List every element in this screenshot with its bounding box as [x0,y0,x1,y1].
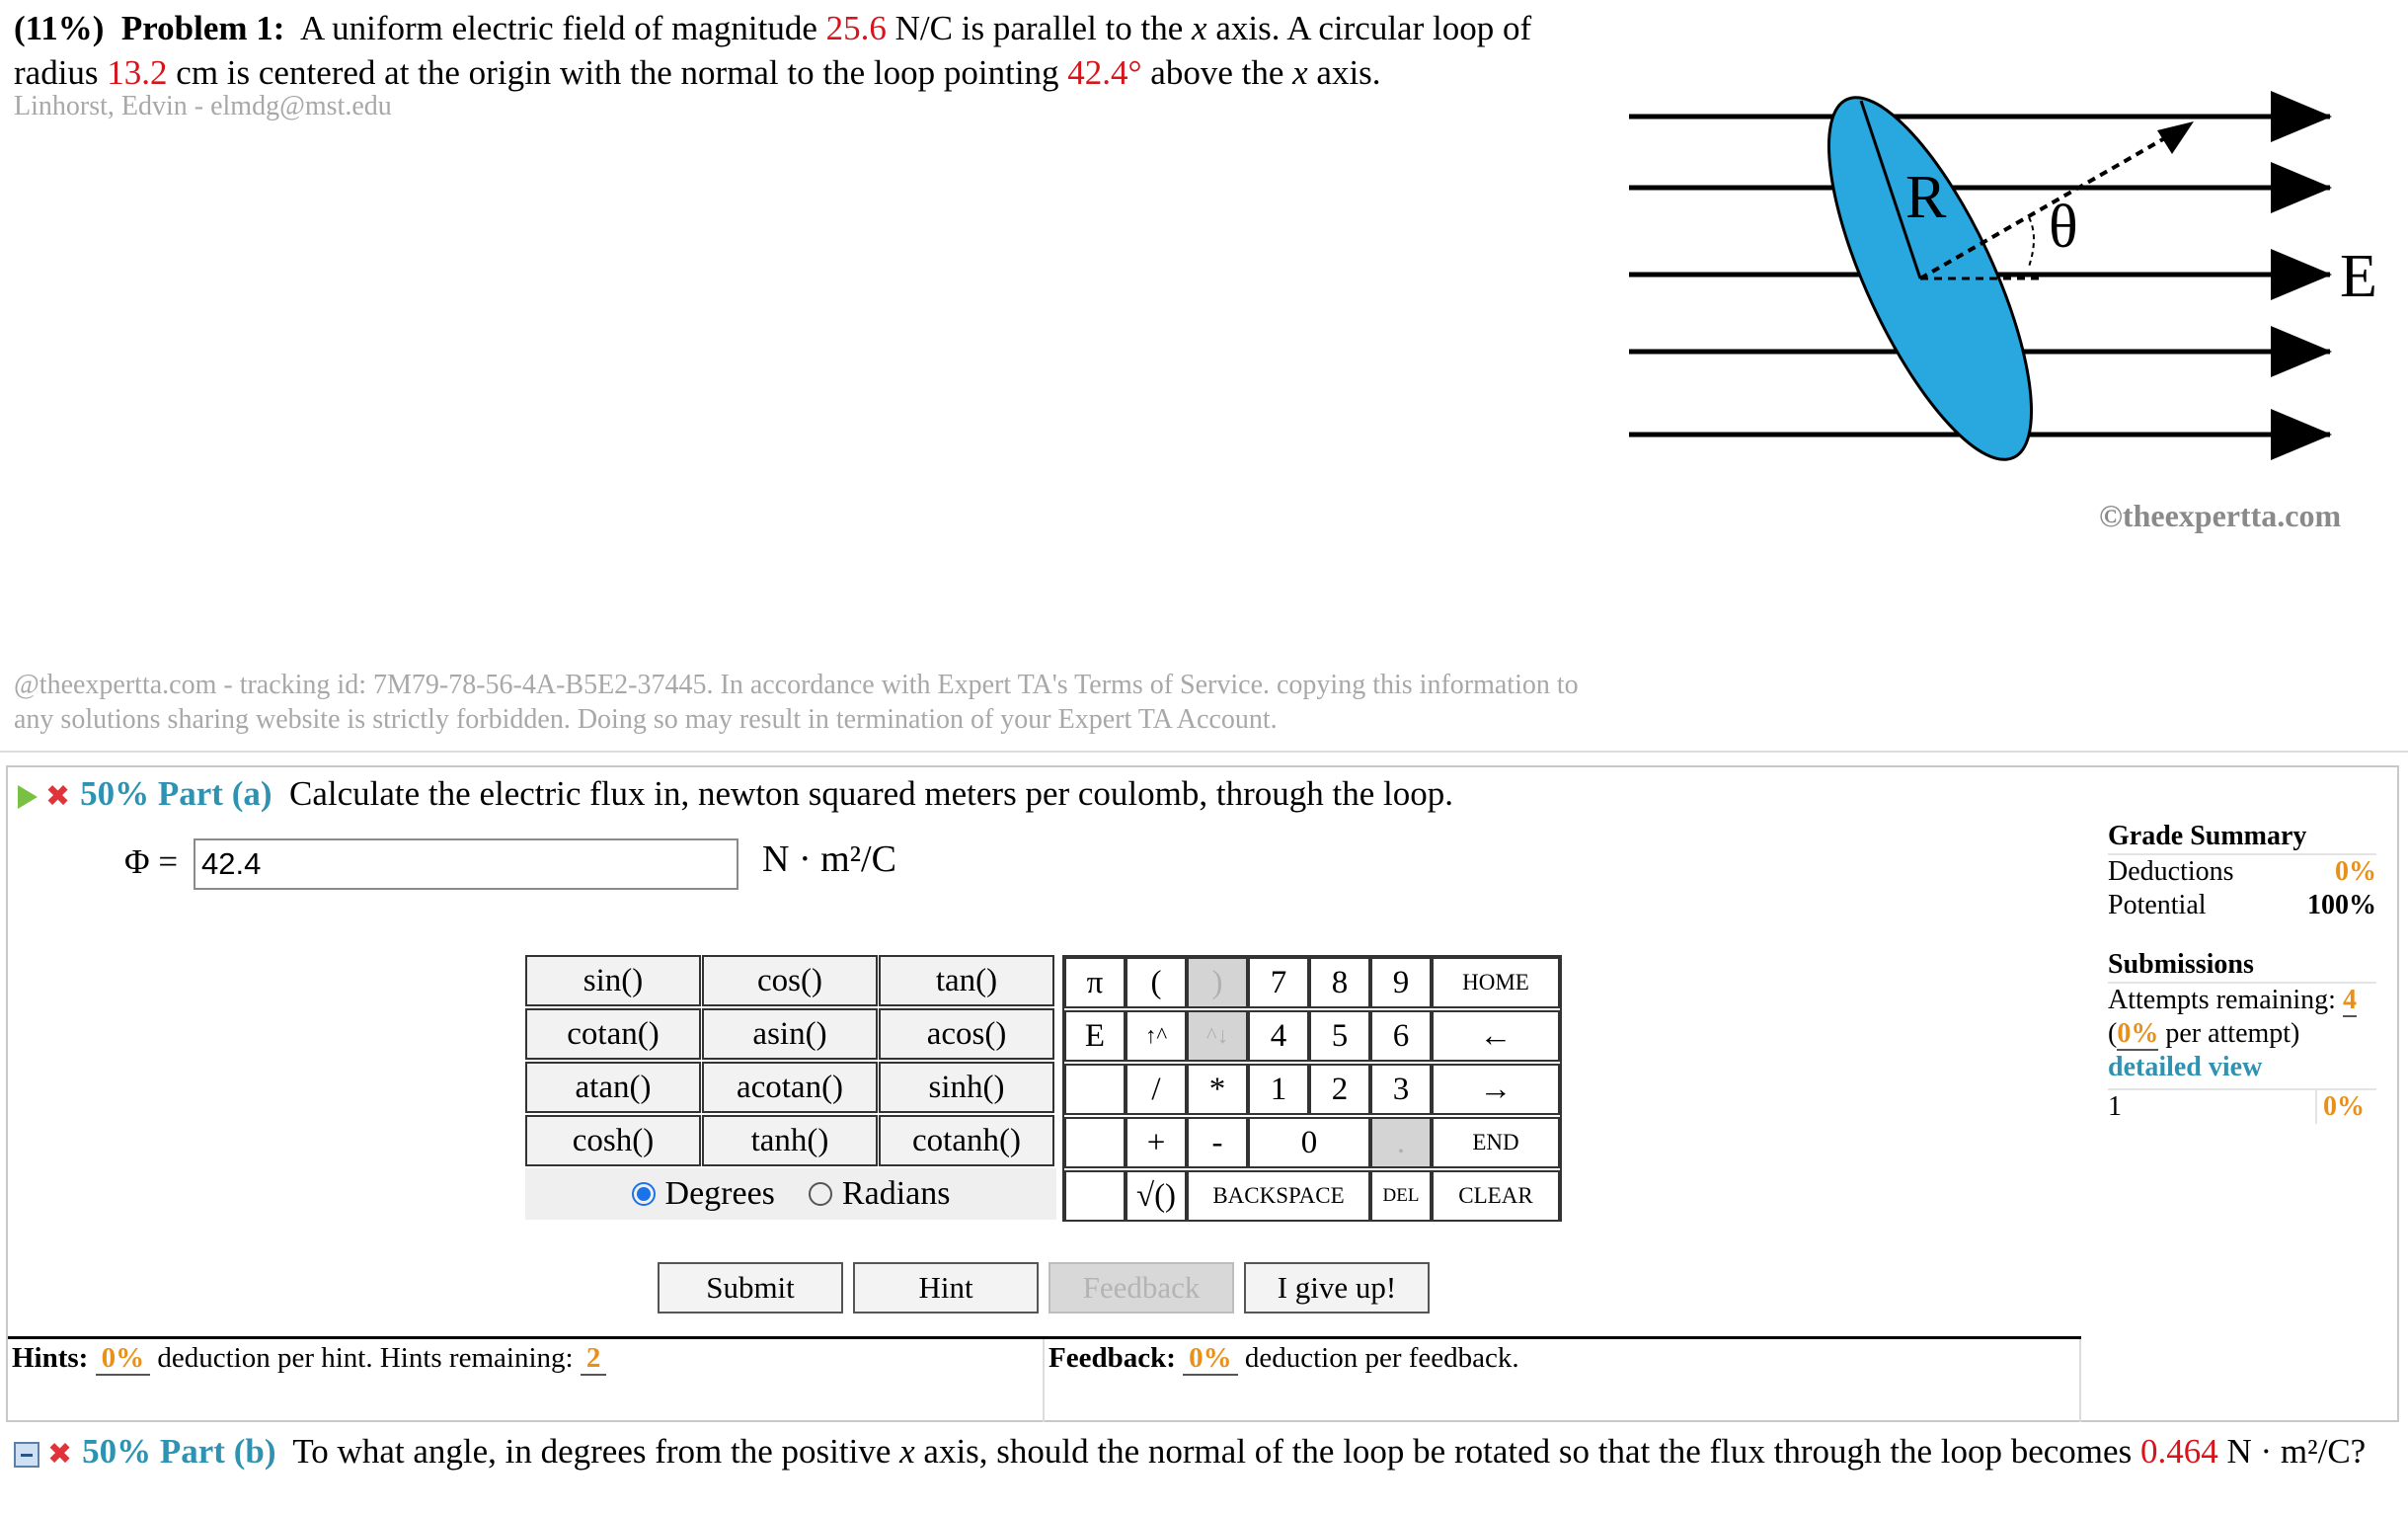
key-6[interactable]: 6 [1370,1010,1432,1062]
cursor-right-key[interactable]: → [1432,1064,1560,1115]
axis-variable: x [1192,9,1207,47]
key-9[interactable]: 9 [1370,957,1432,1008]
delete-key[interactable]: DEL [1370,1170,1432,1222]
clear-key[interactable]: CLEAR [1432,1170,1560,1222]
target-flux-units: N · m²/C? [2226,1432,2367,1471]
field-unit: N/C [894,9,954,47]
play-icon[interactable] [18,785,38,809]
part-a-header [18,772,1453,819]
key-2[interactable]: 2 [1309,1064,1370,1115]
hints-label: Hints: [12,1342,89,1374]
hints-text: deduction per hint. Hints remaining: [157,1342,574,1374]
key-7[interactable]: 7 [1248,957,1309,1008]
radians-radio[interactable] [809,1182,832,1206]
cosh-button[interactable]: cosh() [525,1115,701,1166]
problem-text: A uniform electric field of magnitude [300,9,817,47]
problem-weight: (11%) [14,9,105,47]
incorrect-icon: ✖ [45,778,71,814]
key-8[interactable]: 8 [1309,957,1370,1008]
answer-symbol: Φ = [124,842,179,881]
answer-units: N · m²/C [762,838,896,880]
problem-number: Problem 1: [120,9,285,47]
backspace-key[interactable]: BACKSPACE [1187,1170,1370,1222]
hints-info [12,1342,606,1375]
number-keypad [1062,955,1562,1222]
submit-button[interactable]: Submit [658,1262,843,1314]
blank-key [1064,1117,1126,1168]
grade-separator [2079,1339,2081,1422]
target-flux-value: 0.464 [2139,1432,2218,1471]
normal-arrowhead [2157,121,2194,154]
give-up-button[interactable]: I give up! [1244,1262,1430,1314]
sinh-button[interactable]: sinh() [879,1062,1054,1113]
hints-remaining: 2 [581,1342,607,1376]
attempts-label: Attempts remaining: [2108,985,2336,1015]
field-arrowheads [2271,91,2332,460]
deductions-label: Deductions [2108,856,2234,887]
blank-key [1064,1170,1126,1222]
axis-variable: x [899,1432,915,1471]
collapse-icon[interactable] [14,1442,39,1468]
tanh-button[interactable]: tanh() [702,1115,878,1166]
sin-button[interactable]: sin() [525,955,701,1006]
problem-statement [14,6,1593,95]
submission-row [2108,1088,2376,1124]
answer-input[interactable] [194,838,738,890]
problem-text: cm is centered at the origin with the normal to the loop pointing [176,53,1059,92]
acotan-button[interactable]: acotan() [702,1062,878,1113]
deductions-value: 0% [2335,856,2376,887]
feedback-deduction: 0% [1183,1342,1238,1376]
part-b-header [14,1430,2383,1476]
per-attempt-deduction: 0% [2117,1018,2159,1049]
key-5[interactable]: 5 [1309,1010,1370,1062]
section-divider [0,751,2408,753]
potential-value: 100% [2307,890,2376,920]
circular-loop [1789,73,2070,485]
key-3[interactable]: 3 [1370,1064,1432,1115]
part-b-question: To what angle, in degrees from the positive [292,1432,892,1471]
end-key[interactable]: END [1432,1117,1560,1168]
acos-button[interactable]: acos() [879,1008,1054,1060]
cotanh-button[interactable]: cotanh() [879,1115,1054,1166]
problem-text: above the [1150,53,1284,92]
sqrt-key[interactable]: √() [1126,1170,1187,1222]
cotan-button[interactable]: cotan() [525,1008,701,1060]
hint-deduction: 0% [96,1342,151,1376]
field-label: E [2340,243,2377,310]
tan-button[interactable]: tan() [879,955,1054,1006]
multiply-key[interactable]: * [1187,1064,1248,1115]
pi-key[interactable]: π [1064,957,1126,1008]
submissions-title: Submissions [2108,948,2376,984]
problem-text: is parallel to the [961,9,1184,47]
left-paren-key[interactable]: ( [1126,957,1187,1008]
copyright-label: ©theexpertta.com [2099,498,2342,533]
loop-field-figure [1619,59,2399,494]
grade-summary: Grade Summary Deductions 0% Potential 100% Submissions Attempts remaining: 4 (0% per attempt) detailed view 1 0% [2108,821,2376,1122]
down-key[interactable]: ^↓ [1187,1010,1248,1062]
author-line: Linhorst, Edvin - elmdg@mst.edu [14,91,392,121]
feedback-button[interactable]: Feedback [1049,1262,1234,1314]
angle-value: 42.4° [1067,53,1142,92]
feedback-label: Feedback: [1049,1342,1176,1374]
part-a-title: 50% Part (a) [80,774,272,813]
incorrect-icon: ✖ [47,1436,73,1472]
angle-mode-selector [525,1168,1056,1220]
axis-variable: x [1292,53,1308,92]
hint-button[interactable]: Hint [853,1262,1039,1314]
radius-value: 13.2 [107,53,168,92]
right-paren-key[interactable]: ) [1187,957,1248,1008]
radius-label: R [1905,164,1947,231]
feedback-separator [1043,1339,1045,1422]
cos-button[interactable]: cos() [702,955,878,1006]
theta-label: θ [2049,194,2078,261]
attempts-remaining: 4 [2342,985,2357,1015]
part-b-title: 50% Part (b) [82,1432,276,1471]
field-value: 25.6 [825,9,887,47]
decimal-key[interactable]: . [1370,1117,1432,1168]
minus-key[interactable]: - [1187,1117,1248,1168]
part-b-question-cont: axis, should the normal of the loop be rotated so that the flux through the loop becomes [923,1432,2133,1471]
function-keypad [525,955,1058,1220]
grade-summary-title: Grade Summary [2108,820,2376,855]
angle-arc [2029,217,2034,267]
submission-score: 0% [2315,1090,2376,1124]
blank-key [1064,1064,1126,1115]
e-key[interactable]: E [1064,1010,1126,1062]
per-attempt-text: per attempt) [2165,1018,2300,1049]
tracking-notice: @theexpertta.com - tracking id: 7M79-78-56-4A-B5E2-37445. In accordance with Expert TA's Terms of Service. copying this information to any solutions sharing website is strictly forbidden. Doing so may result in termination of your Expert TA Account. [14,670,1579,735]
part-a-question: Calculate the electric flux in, newton squared meters per coulomb, through the loop. [289,774,1453,813]
problem-text: axis. [1316,53,1381,92]
atan-button[interactable]: atan() [525,1062,701,1113]
key-4[interactable]: 4 [1248,1010,1309,1062]
key-0[interactable]: 0 [1248,1117,1370,1168]
degrees-label: Degrees [664,1175,775,1212]
potential-label: Potential [2108,890,2207,920]
feedback-text: deduction per feedback. [1244,1342,1519,1374]
feedback-info [1049,1342,1519,1375]
key-1[interactable]: 1 [1248,1064,1309,1115]
asin-button[interactable]: asin() [702,1008,878,1060]
radians-label: Radians [841,1175,951,1212]
home-key[interactable]: HOME [1432,957,1560,1008]
hint-divider [8,1336,2081,1339]
cursor-left-key[interactable]: ← [1432,1010,1560,1062]
degrees-radio[interactable] [632,1182,656,1206]
detailed-view-link[interactable]: detailed view [2108,1052,2263,1082]
submission-number: 1 [2108,1091,2122,1122]
plus-key[interactable]: + [1126,1117,1187,1168]
divide-key[interactable]: / [1126,1064,1187,1115]
problem-text: axis. A circular loop of radius [14,9,1532,92]
up-key[interactable]: ↑^ [1126,1010,1187,1062]
